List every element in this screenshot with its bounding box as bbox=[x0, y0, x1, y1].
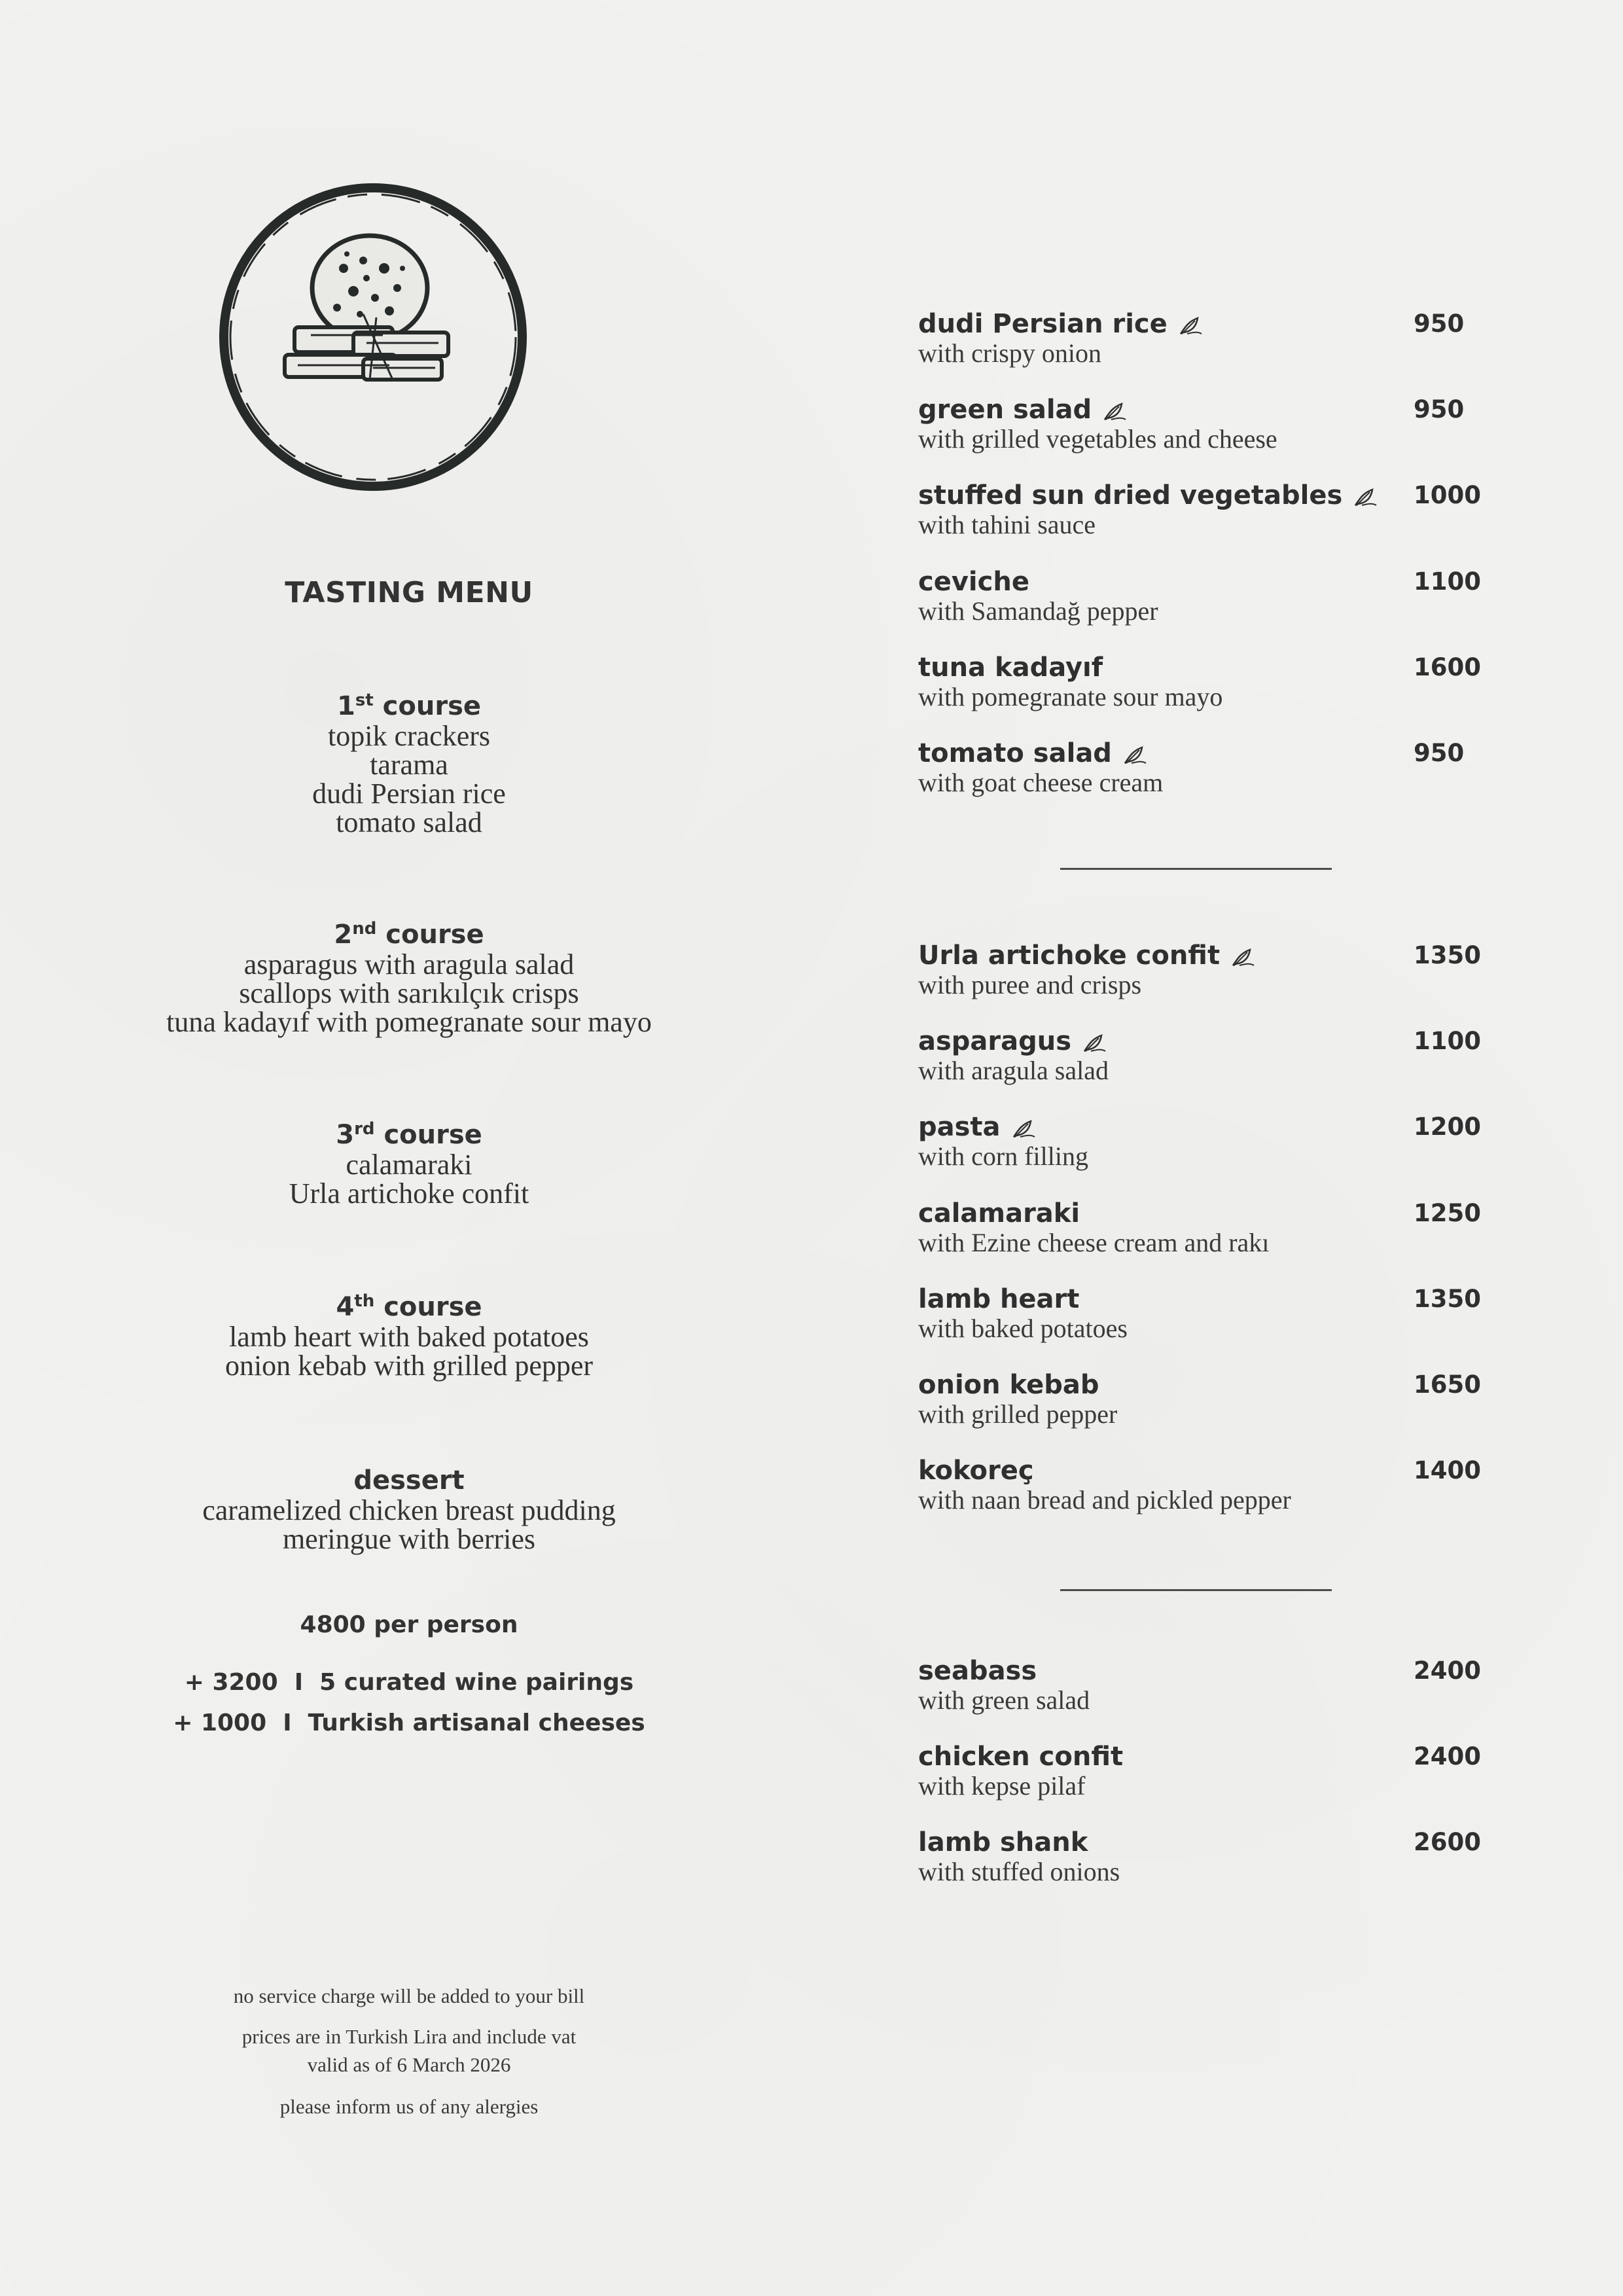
menu-item-price: 1400 bbox=[1414, 1456, 1481, 1484]
menu-item-name bbox=[918, 1454, 1034, 1487]
course-dish: lamb heart with baked potatoes bbox=[229, 1321, 589, 1353]
course-dish: Urla artichoke confit bbox=[289, 1177, 529, 1210]
course-dish: dudi Persian rice bbox=[312, 778, 506, 810]
course-4 bbox=[105, 1291, 713, 1380]
menu-item-description: with aragula salad bbox=[918, 1056, 1109, 1085]
menu-item-name-text: chicken confit bbox=[918, 1742, 1124, 1772]
menu-item-name-text: dudi Persian rice bbox=[918, 309, 1168, 339]
menu-item-name bbox=[918, 308, 1204, 340]
course-dish: topik crackers bbox=[328, 720, 490, 752]
menu-item-price: 1200 bbox=[1414, 1113, 1481, 1141]
section-divider bbox=[1060, 868, 1332, 870]
menu-item-description: with green salad bbox=[918, 1685, 1090, 1715]
menu-item-name-text: ceviche bbox=[918, 567, 1029, 597]
menu-item-name-text: stuffed sun dried vegetables bbox=[918, 480, 1343, 511]
course-dish: scallops with sarıkılçık crisps bbox=[239, 977, 579, 1009]
menu-item-name-text: Urla artichoke confit bbox=[918, 941, 1221, 971]
leaf-icon bbox=[1102, 397, 1128, 420]
course-dish: tuna kadayıf with pomegranate sour mayo bbox=[166, 1006, 652, 1038]
menu-item-name bbox=[918, 1655, 1037, 1687]
menu-item bbox=[918, 1283, 1494, 1355]
menu-item-price: 2400 bbox=[1414, 1742, 1481, 1770]
leaf-icon bbox=[1230, 943, 1257, 965]
menu-item-description: with crispy onion bbox=[918, 338, 1101, 368]
restaurant-logo-icon bbox=[213, 183, 533, 491]
course-1 bbox=[105, 691, 713, 837]
menu-item bbox=[918, 1655, 1494, 1727]
leaf-icon bbox=[1122, 741, 1149, 763]
leaf-icon bbox=[1178, 312, 1204, 334]
menu-item-name-text: kokoreç bbox=[918, 1456, 1034, 1486]
menu-item-name bbox=[918, 1740, 1123, 1773]
menu-item-name bbox=[918, 651, 1103, 684]
menu-item-name bbox=[918, 939, 1257, 972]
service-note: no service charge will be added to your bill bbox=[233, 1984, 585, 2007]
menu-item-description: with Samandağ pepper bbox=[918, 596, 1158, 626]
leaf-icon bbox=[1011, 1115, 1037, 1137]
menu-item bbox=[918, 393, 1494, 465]
menu-item-name-text: tomato salad bbox=[918, 738, 1112, 768]
course-dish: tomato salad bbox=[336, 806, 482, 838]
menu-item-name bbox=[918, 1283, 1079, 1316]
tasting-menu-title: TASTING MENU bbox=[285, 576, 533, 609]
menu-item bbox=[918, 1826, 1494, 1898]
menu-item bbox=[918, 939, 1494, 1011]
course-dish: calamaraki bbox=[346, 1149, 473, 1181]
menu-item-name bbox=[918, 565, 1029, 598]
menu-item-description: with baked potatoes bbox=[918, 1314, 1128, 1343]
menu-item-description: with grilled pepper bbox=[918, 1399, 1118, 1429]
section-divider bbox=[1060, 1589, 1332, 1591]
menu-item-description: with Ezine cheese cream and rakı bbox=[918, 1228, 1270, 1257]
menu-item-name bbox=[918, 1826, 1088, 1859]
course-dish: meringue with berries bbox=[282, 1523, 536, 1555]
menu-item-price: 950 bbox=[1414, 395, 1465, 423]
menu-item-name bbox=[918, 479, 1379, 512]
menu-item-name-text: green salad bbox=[918, 395, 1092, 425]
course-dish: caramelized chicken breast pudding bbox=[202, 1494, 616, 1526]
menu-item-price: 1350 bbox=[1414, 941, 1481, 969]
menu-item-price: 1100 bbox=[1414, 567, 1481, 596]
price-note-2: valid as of 6 March 2026 bbox=[307, 2053, 511, 2076]
menu-item-description: with grilled vegetables and cheese bbox=[918, 424, 1277, 454]
menu-item-price: 2600 bbox=[1414, 1828, 1481, 1856]
course-dessert bbox=[105, 1465, 713, 1554]
price-per-person: 4800 per person bbox=[300, 1611, 518, 1638]
menu-item-description: with naan bread and pickled pepper bbox=[918, 1485, 1291, 1515]
menu-item bbox=[918, 308, 1494, 380]
menu-item-price: 1600 bbox=[1414, 653, 1481, 681]
menu-item bbox=[918, 1025, 1494, 1097]
menu-item bbox=[918, 479, 1494, 551]
menu-item-price: 1250 bbox=[1414, 1199, 1481, 1227]
menu-item-name-text: lamb shank bbox=[918, 1827, 1088, 1857]
menu-item-description: with tahini sauce bbox=[918, 510, 1096, 539]
price-note-1: prices are in Turkish Lira and include vat bbox=[241, 2025, 577, 2048]
menu-item-price: 1350 bbox=[1414, 1285, 1481, 1313]
menu-item-name bbox=[918, 737, 1149, 770]
menu-item-price: 1100 bbox=[1414, 1027, 1481, 1055]
menu-item-price: 950 bbox=[1414, 739, 1465, 767]
menu-item bbox=[918, 1454, 1494, 1526]
course-dish: tarama bbox=[370, 749, 448, 781]
addon-wine-pairing: + 3200 I 5 curated wine pairings bbox=[184, 1669, 634, 1696]
menu-item bbox=[918, 1740, 1494, 1812]
menu-item-description: with goat cheese cream bbox=[918, 768, 1164, 797]
menu-item-name-text: lamb heart bbox=[918, 1284, 1080, 1314]
addon-cheeses: + 1000 I Turkish artisanal cheeses bbox=[173, 1710, 645, 1736]
course-title: dessert bbox=[353, 1465, 465, 1496]
menu-item-description: with kepse pilaf bbox=[918, 1771, 1086, 1801]
menu-item-name bbox=[918, 1369, 1099, 1401]
menu-item bbox=[918, 737, 1494, 809]
menu-item-description: with corn filling bbox=[918, 1141, 1088, 1171]
menu-item-name-text: calamaraki bbox=[918, 1198, 1080, 1229]
menu-item-price: 2400 bbox=[1414, 1657, 1481, 1685]
menu-item bbox=[918, 1197, 1494, 1269]
menu-item bbox=[918, 651, 1494, 723]
leaf-icon bbox=[1082, 1029, 1108, 1051]
menu-item-description: with puree and crisps bbox=[918, 970, 1142, 999]
menu-item-name bbox=[918, 1025, 1108, 1058]
menu-item-name bbox=[918, 1111, 1037, 1143]
menu-item-name-text: asparagus bbox=[918, 1026, 1072, 1056]
course-3 bbox=[105, 1119, 713, 1208]
menu-item-name bbox=[918, 393, 1128, 426]
course-2 bbox=[105, 919, 713, 1037]
menu-item bbox=[918, 1369, 1494, 1441]
course-title: 4th course bbox=[336, 1291, 482, 1322]
menu-item-name-text: pasta bbox=[918, 1112, 1001, 1142]
leaf-icon bbox=[1353, 483, 1379, 505]
menu-item-name bbox=[918, 1197, 1080, 1230]
course-title: 3rd course bbox=[336, 1119, 482, 1150]
menu-item-name-text: onion kebab bbox=[918, 1370, 1099, 1400]
menu-item-description: with stuffed onions bbox=[918, 1857, 1120, 1886]
menu-item-name-text: tuna kadayıf bbox=[918, 653, 1103, 683]
course-dish: onion kebab with grilled pepper bbox=[224, 1350, 594, 1382]
menu-item bbox=[918, 1111, 1494, 1183]
menu-item-name-text: seabass bbox=[918, 1656, 1037, 1686]
course-title: 2nd course bbox=[334, 919, 484, 950]
menu-item-price: 1650 bbox=[1414, 1371, 1481, 1399]
menu-item-description: with pomegranate sour mayo bbox=[918, 682, 1223, 711]
allergy-note: please inform us of any alergies bbox=[279, 2095, 539, 2118]
course-dish: asparagus with aragula salad bbox=[243, 948, 575, 980]
menu-item-price: 1000 bbox=[1414, 481, 1481, 509]
course-title: 1st course bbox=[336, 691, 482, 721]
menu-item bbox=[918, 565, 1494, 637]
menu-item-price: 950 bbox=[1414, 310, 1465, 338]
